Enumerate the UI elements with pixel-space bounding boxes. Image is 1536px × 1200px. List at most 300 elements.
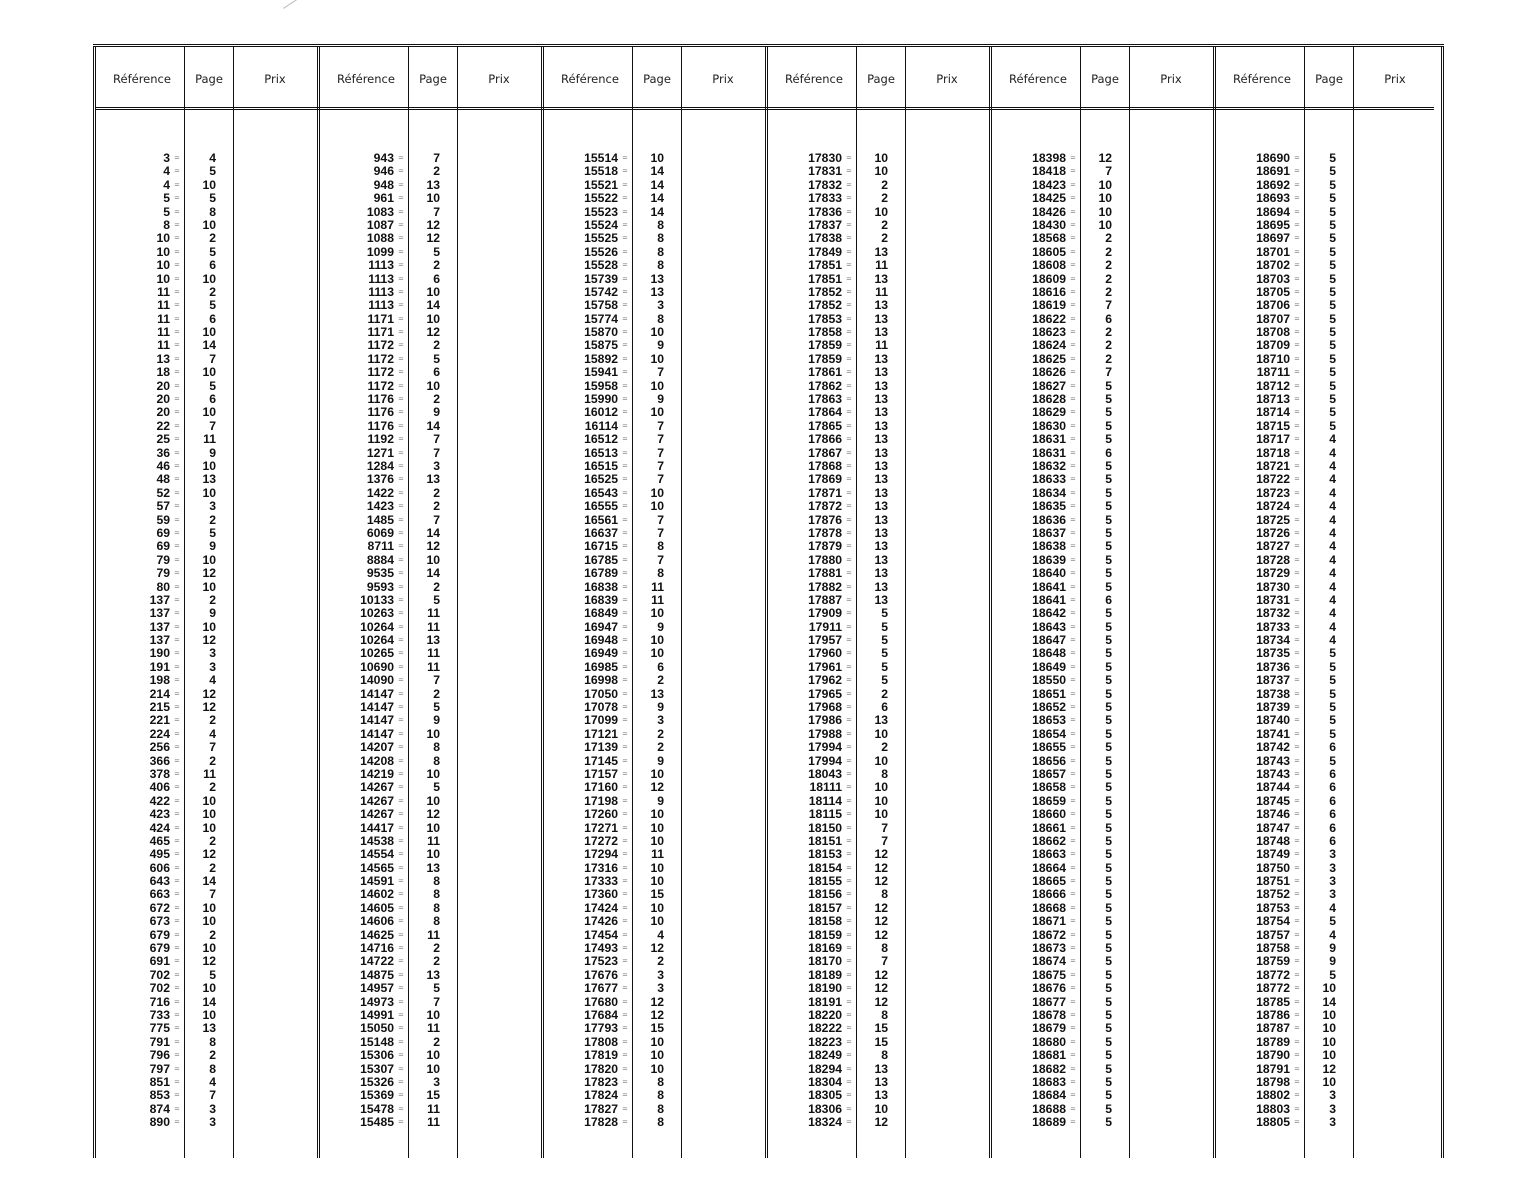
- table-row: [320, 554, 544, 567]
- table-row: [768, 929, 992, 942]
- table-row: [1216, 661, 1440, 674]
- table-row: [544, 246, 768, 259]
- reference-header: Référence: [785, 72, 843, 86]
- page-cell: 5: [1329, 164, 1336, 179]
- reference-cell: 18220: [808, 1008, 842, 1022]
- table-row: [320, 942, 544, 955]
- reference-cell: 17869: [808, 472, 842, 487]
- leader-mark: =: [398, 582, 404, 591]
- reference-cell: 15990: [584, 392, 618, 407]
- table-row: [544, 232, 768, 245]
- table-row: [320, 406, 544, 419]
- reference-cell: 17078: [584, 700, 618, 715]
- leader-mark: =: [174, 220, 180, 229]
- leader-mark: =: [1070, 970, 1076, 979]
- leader-mark: =: [846, 609, 852, 618]
- leader-mark: =: [622, 421, 628, 430]
- reference-cell: 18694: [1256, 204, 1290, 219]
- leader-mark: =: [1070, 917, 1076, 926]
- page-cell: 10: [874, 204, 888, 219]
- table-row: [96, 1116, 320, 1129]
- table-row: [768, 768, 992, 781]
- leader-mark: =: [1294, 1104, 1300, 1113]
- page-cell: 11: [651, 847, 664, 862]
- page-cell: 5: [1105, 780, 1112, 795]
- page-cell: 6: [881, 700, 888, 715]
- table-row: [992, 982, 1216, 995]
- reference-cell: 256: [149, 740, 170, 755]
- leader-mark: =: [1070, 783, 1076, 792]
- reference-cell: 17684: [584, 1008, 618, 1022]
- reference-cell: 18743: [1256, 766, 1290, 781]
- table-row: [992, 1076, 1216, 1089]
- reference-cell: 16838: [584, 579, 618, 594]
- table-row: [320, 996, 544, 1009]
- leader-mark: =: [398, 408, 404, 417]
- page-cell: 14: [426, 525, 440, 540]
- reference-cell: 18787: [1256, 1021, 1290, 1036]
- reference-cell: 14991: [360, 1008, 394, 1022]
- table-row: [768, 822, 992, 835]
- table-row: [544, 688, 768, 701]
- reference-cell: 946: [373, 164, 394, 179]
- leader-mark: =: [1294, 863, 1300, 872]
- reference-cell: 14957: [360, 981, 394, 996]
- page-cell: 7: [433, 512, 440, 527]
- leader-mark: =: [622, 1077, 628, 1086]
- page-cell: 2: [209, 780, 216, 795]
- leader-mark: =: [1070, 395, 1076, 404]
- reference-cell: 424: [149, 820, 170, 835]
- page-cell: 10: [202, 458, 216, 473]
- table-row: [96, 179, 320, 192]
- table-row: [992, 1103, 1216, 1116]
- table-row: [96, 674, 320, 687]
- reference-cell: 16012: [584, 405, 618, 420]
- table-row: [544, 888, 768, 901]
- leader-mark: =: [1294, 595, 1300, 604]
- page-cell: 7: [209, 418, 216, 433]
- table-rows: [992, 152, 1216, 1130]
- page-cell: 9: [1329, 941, 1336, 956]
- table-row: [96, 888, 320, 901]
- reference-cell: 14973: [360, 994, 394, 1009]
- page-cell: 2: [657, 726, 664, 741]
- table-row: [96, 473, 320, 486]
- page-cell: 8: [209, 1061, 216, 1076]
- page-cell: 10: [202, 485, 216, 500]
- reference-cell: 18633: [1032, 472, 1066, 487]
- reference-cell: 18191: [808, 994, 842, 1009]
- reference-cell: 17852: [808, 298, 842, 313]
- leader-mark: =: [1070, 1011, 1076, 1019]
- table-row: [768, 755, 992, 768]
- table-row: [320, 179, 544, 192]
- leader-mark: =: [622, 1091, 628, 1100]
- reference-cell: 961: [373, 191, 394, 206]
- leader-mark: =: [846, 1051, 852, 1060]
- reference-cell: 18661: [1032, 820, 1066, 835]
- page-cell: 2: [433, 941, 440, 956]
- leader-mark: =: [174, 703, 180, 712]
- reference-cell: 17957: [808, 633, 842, 648]
- leader-mark: =: [398, 836, 404, 845]
- table-row: [768, 728, 992, 741]
- leader-mark: =: [622, 247, 628, 256]
- leader-mark: =: [398, 569, 404, 578]
- table-row: [768, 848, 992, 861]
- table-row: [768, 246, 992, 259]
- reference-cell: 17272: [584, 833, 618, 848]
- table-row: [768, 594, 992, 607]
- reference-cell: 18654: [1032, 726, 1066, 741]
- page-cell: 11: [875, 284, 888, 299]
- page-cell: 5: [433, 700, 440, 715]
- table-row: [1216, 808, 1440, 821]
- table-row: [320, 1022, 544, 1035]
- page-cell: 2: [881, 740, 888, 755]
- page-cell: 5: [1105, 686, 1112, 701]
- page-cell: 6: [433, 365, 440, 380]
- leader-mark: =: [846, 703, 852, 712]
- table-row: [96, 1063, 320, 1076]
- page-cell: 13: [426, 860, 440, 875]
- page-cell: 5: [1329, 726, 1336, 741]
- page-cell: 8: [657, 1115, 664, 1130]
- leader-mark: =: [846, 515, 852, 524]
- leader-mark: =: [1070, 877, 1076, 886]
- table-row: [320, 915, 544, 928]
- page-cell: 9: [657, 753, 664, 768]
- leader-mark: =: [174, 970, 180, 979]
- reference-cell: 11: [157, 298, 170, 313]
- table-row: [768, 969, 992, 982]
- leader-mark: =: [622, 207, 628, 216]
- table-row: [1216, 701, 1440, 714]
- page-cell: 3: [1329, 874, 1336, 889]
- leader-mark: =: [1070, 582, 1076, 591]
- table-row: [96, 366, 320, 379]
- page-cell: 10: [874, 780, 888, 795]
- reference-cell: 18641: [1032, 592, 1066, 607]
- table-row: [992, 674, 1216, 687]
- reference-cell: 18304: [808, 1074, 842, 1089]
- leader-mark: =: [846, 381, 852, 390]
- reference-cell: 17830: [808, 151, 842, 165]
- reference-cell: 17859: [808, 351, 842, 366]
- table-row: [96, 554, 320, 567]
- leader-mark: =: [1294, 234, 1300, 243]
- reference-cell: 796: [149, 1048, 170, 1063]
- reference-cell: 18639: [1032, 552, 1066, 567]
- reference-cell: 18158: [808, 914, 842, 929]
- leader-mark: =: [1294, 555, 1300, 564]
- page-cell: 8: [657, 1074, 664, 1089]
- reference-cell: 18632: [1032, 458, 1066, 473]
- leader-mark: =: [622, 984, 628, 993]
- reference-cell: 17988: [808, 726, 842, 741]
- table-row: [992, 366, 1216, 379]
- leader-mark: =: [174, 595, 180, 604]
- table-row: [992, 380, 1216, 393]
- table-row: [768, 152, 992, 165]
- page-cell: 5: [1329, 231, 1336, 246]
- page-cell: 5: [1105, 740, 1112, 755]
- leader-mark: =: [1070, 167, 1076, 176]
- table-row: [320, 647, 544, 660]
- reference-cell: 18666: [1032, 887, 1066, 902]
- reference-cell: 18641: [1032, 579, 1066, 594]
- leader-mark: =: [1070, 622, 1076, 631]
- reference-cell: 18673: [1032, 941, 1066, 956]
- leader-mark: =: [846, 448, 852, 457]
- page-cell: 8: [657, 231, 664, 246]
- page-cell: 12: [202, 847, 216, 862]
- leader-mark: =: [846, 944, 852, 953]
- table-row: [1216, 179, 1440, 192]
- page-cell: 13: [650, 284, 664, 299]
- table-row: [1216, 875, 1440, 888]
- page-cell: 4: [1329, 458, 1336, 473]
- page-cell: 5: [1105, 994, 1112, 1009]
- reference-cell: 18750: [1256, 860, 1290, 875]
- reference-cell: 791: [149, 1034, 170, 1049]
- page-cell: 3: [657, 967, 664, 982]
- table-row: [320, 768, 544, 781]
- leader-mark: =: [622, 502, 628, 511]
- table-row: [320, 286, 544, 299]
- table-row: [320, 500, 544, 513]
- table-rows: [320, 152, 544, 1130]
- table-row: [1216, 607, 1440, 620]
- table-row: [768, 460, 992, 473]
- page-cell: 13: [202, 1021, 216, 1036]
- reference-cell: 17676: [584, 967, 618, 982]
- table-row: [1216, 929, 1440, 942]
- table-row: [320, 888, 544, 901]
- table-row: [320, 527, 544, 540]
- page-cell: 15: [874, 1034, 888, 1049]
- page-cell: 7: [657, 418, 664, 433]
- leader-mark: =: [1070, 729, 1076, 738]
- leader-mark: =: [622, 783, 628, 792]
- reference-cell: 18730: [1256, 579, 1290, 594]
- reference-cell: 10264: [360, 619, 394, 634]
- reference-cell: 18714: [1256, 405, 1290, 420]
- leader-mark: =: [398, 1091, 404, 1100]
- reference-cell: 17994: [808, 740, 842, 755]
- leader-mark: =: [1294, 716, 1300, 725]
- leader-mark: =: [1070, 207, 1076, 216]
- reference-cell: 18746: [1256, 807, 1290, 822]
- table-row: [544, 701, 768, 714]
- page-cell: 8: [433, 914, 440, 929]
- page-cell: 7: [881, 954, 888, 969]
- page-cell: 9: [209, 606, 216, 621]
- leader-mark: =: [398, 689, 404, 698]
- leader-mark: =: [846, 180, 852, 189]
- leader-mark: =: [1294, 194, 1300, 203]
- table-rows: [1216, 152, 1440, 1130]
- page-cell: 5: [1105, 700, 1112, 715]
- leader-mark: =: [398, 528, 404, 537]
- page-cell: 6: [433, 271, 440, 286]
- leader-mark: =: [174, 769, 180, 778]
- leader-mark: =: [398, 220, 404, 229]
- leader-mark: =: [1294, 1011, 1300, 1019]
- reference-cell: 16515: [584, 458, 618, 473]
- page-cell: 13: [874, 271, 888, 286]
- table-row: [768, 447, 992, 460]
- reference-cell: 46: [156, 458, 170, 473]
- table-row: [1216, 259, 1440, 272]
- table-row: [768, 1009, 992, 1022]
- reference-cell: 17887: [808, 592, 842, 607]
- reference-cell: 11: [157, 284, 170, 299]
- leader-mark: =: [1070, 475, 1076, 484]
- reference-cell: 18430: [1032, 217, 1066, 232]
- leader-mark: =: [174, 180, 180, 189]
- table-row: [992, 540, 1216, 553]
- page-cell: 5: [1105, 820, 1112, 835]
- reference-cell: 16561: [584, 512, 618, 527]
- table-row: [1216, 1022, 1440, 1035]
- table-row: [1216, 688, 1440, 701]
- table-row: [768, 1049, 992, 1062]
- table-row: [768, 982, 992, 995]
- reference-cell: 59: [156, 512, 170, 527]
- table-row: [992, 915, 1216, 928]
- reference-cell: 18749: [1256, 847, 1290, 862]
- reference-cell: 15307: [360, 1061, 394, 1076]
- table-row: [544, 755, 768, 768]
- page-cell: 5: [881, 606, 888, 621]
- leader-mark: =: [174, 636, 180, 645]
- table-row: [1216, 326, 1440, 339]
- leader-mark: =: [398, 930, 404, 939]
- table-row: [992, 447, 1216, 460]
- leader-mark: =: [846, 354, 852, 363]
- reference-cell: 15528: [584, 258, 618, 273]
- leader-mark: =: [846, 850, 852, 859]
- page-cell: 10: [426, 793, 440, 808]
- reference-cell: 18734: [1256, 633, 1290, 648]
- table-row: [1216, 674, 1440, 687]
- table-row: [992, 755, 1216, 768]
- leader-mark: =: [846, 234, 852, 243]
- leader-mark: =: [846, 756, 852, 765]
- page-cell: 5: [1105, 833, 1112, 848]
- reference-cell: 1376: [366, 472, 394, 487]
- table-row: [544, 487, 768, 500]
- leader-mark: =: [1070, 341, 1076, 350]
- leader-mark: =: [1294, 247, 1300, 256]
- table-row: [320, 326, 544, 339]
- leader-mark: =: [1070, 1104, 1076, 1113]
- page-cell: 5: [1105, 659, 1112, 674]
- leader-mark: =: [1294, 997, 1300, 1006]
- page-cell: 10: [650, 766, 664, 781]
- reference-cell: 18710: [1256, 351, 1290, 366]
- reference-cell: 16715: [584, 539, 618, 554]
- prix-header: Prix: [712, 72, 734, 86]
- reference-cell: 1176: [367, 392, 394, 407]
- page-cell: 3: [433, 458, 440, 473]
- reference-cell: 18665: [1032, 874, 1066, 889]
- reference-cell: 15306: [360, 1048, 394, 1063]
- reference-cell: 18707: [1256, 311, 1290, 326]
- table-row: [544, 942, 768, 955]
- table-row: [992, 326, 1216, 339]
- reference-cell: 18676: [1032, 981, 1066, 996]
- leader-mark: =: [1070, 649, 1076, 658]
- table-row: [96, 206, 320, 219]
- leader-mark: =: [846, 796, 852, 805]
- column-block-1: [96, 47, 320, 1157]
- reference-cell: 10: [156, 271, 170, 286]
- table-row: [544, 1089, 768, 1102]
- table-row: [1216, 1103, 1440, 1116]
- reference-cell: 18726: [1256, 525, 1290, 540]
- leader-mark: =: [1294, 354, 1300, 363]
- table-row: [1216, 380, 1440, 393]
- table-row: [544, 540, 768, 553]
- leader-mark: =: [622, 154, 628, 162]
- reference-cell: 18724: [1256, 499, 1290, 514]
- leader-mark: =: [846, 743, 852, 752]
- page-cell: 5: [433, 244, 440, 259]
- reference-cell: 1485: [366, 512, 394, 527]
- table-row: [320, 232, 544, 245]
- leader-mark: =: [174, 368, 180, 377]
- page-cell: 5: [1329, 298, 1336, 313]
- table-row: [1216, 594, 1440, 607]
- page-cell: 10: [650, 1061, 664, 1076]
- table-row: [768, 433, 992, 446]
- reference-cell: 18190: [808, 981, 842, 996]
- leader-mark: =: [1070, 180, 1076, 189]
- leader-mark: =: [622, 595, 628, 604]
- leader-mark: =: [174, 743, 180, 752]
- leader-mark: =: [1070, 716, 1076, 725]
- reference-cell: 14722: [360, 954, 394, 969]
- column-block-6: [1216, 47, 1440, 1157]
- reference-cell: 18745: [1256, 793, 1290, 808]
- page-cell: 5: [1105, 860, 1112, 875]
- leader-mark: =: [1070, 301, 1076, 310]
- reference-cell: 79: [156, 566, 170, 581]
- page-cell: 3: [657, 981, 664, 996]
- reference-cell: 18688: [1032, 1101, 1066, 1116]
- reference-cell: 20: [156, 378, 170, 393]
- reference-cell: 17828: [584, 1115, 618, 1130]
- reference-cell: 18668: [1032, 900, 1066, 915]
- leader-mark: =: [174, 783, 180, 792]
- table-row: [992, 406, 1216, 419]
- leader-mark: =: [622, 810, 628, 819]
- page-cell: 12: [202, 700, 216, 715]
- reference-cell: 11: [157, 325, 170, 340]
- table-row: [320, 969, 544, 982]
- reference-cell: 15742: [584, 284, 618, 299]
- reference-cell: 18660: [1032, 807, 1066, 822]
- leader-mark: =: [398, 247, 404, 256]
- reference-cell: 17198: [584, 793, 618, 808]
- page-cell: 12: [426, 217, 440, 232]
- leader-mark: =: [622, 863, 628, 872]
- leader-mark: =: [846, 917, 852, 926]
- leader-mark: =: [398, 595, 404, 604]
